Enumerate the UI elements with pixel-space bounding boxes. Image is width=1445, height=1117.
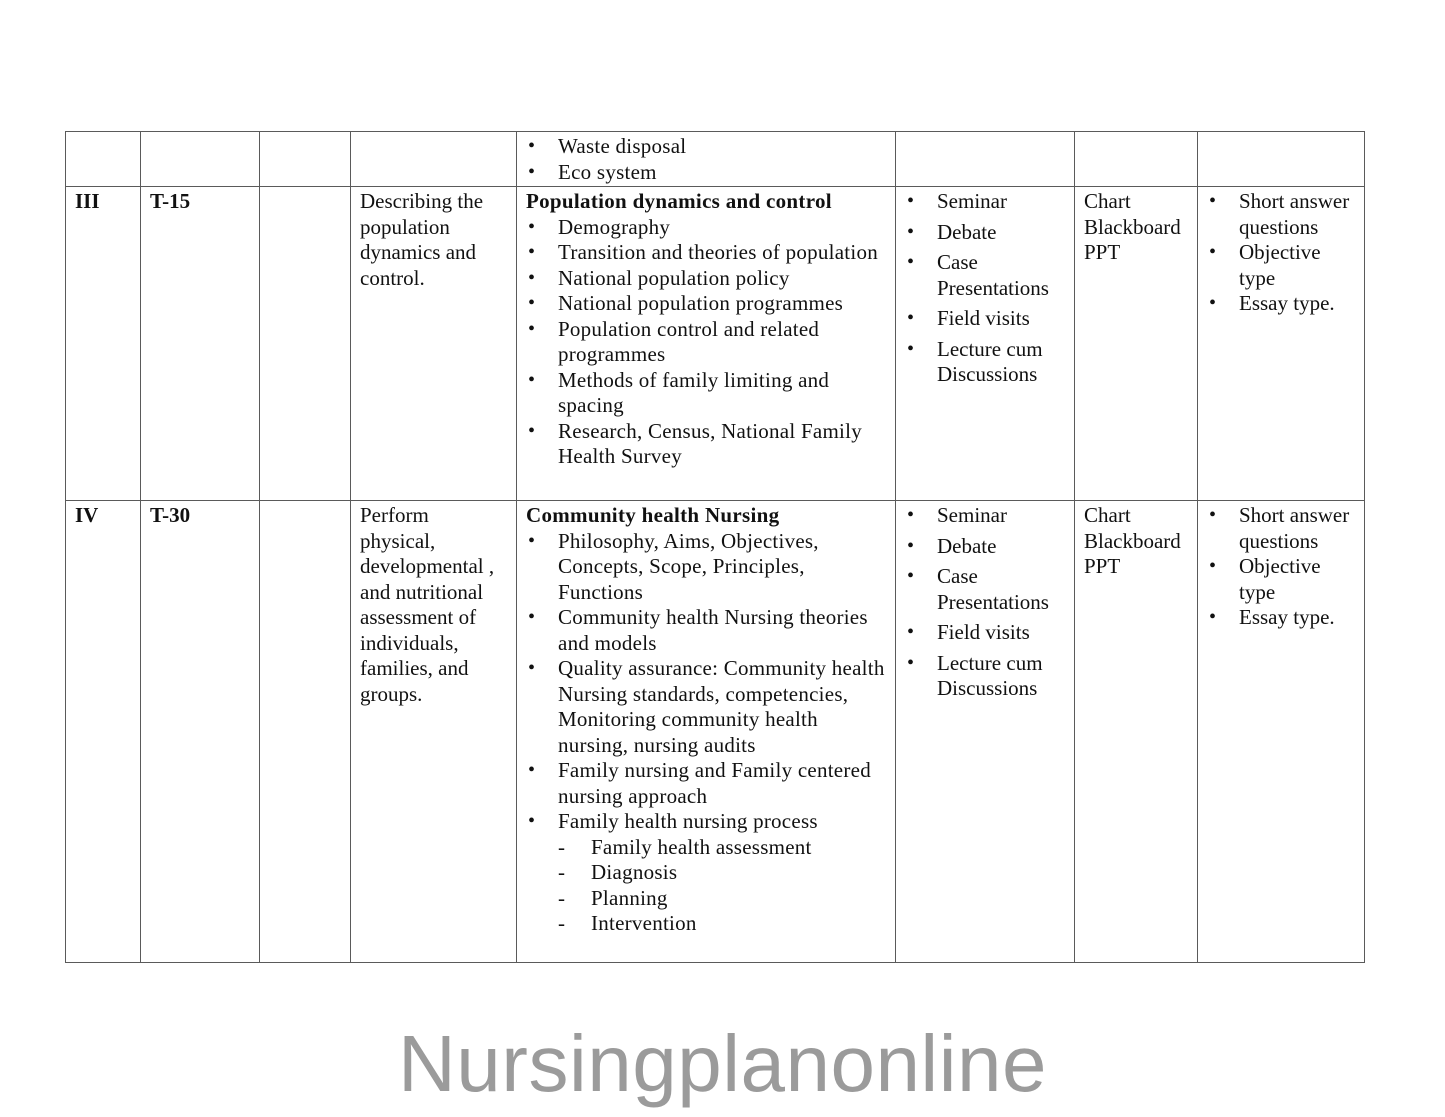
learning-objective: Describing the population dynamics and control. <box>351 187 517 501</box>
methods-cell <box>896 187 1075 501</box>
table-row-unit-iii <box>66 187 1365 501</box>
empty-cell <box>260 187 351 501</box>
table-row-continuation <box>66 132 1365 187</box>
evaluation-cell <box>1198 187 1365 501</box>
method-item: • Lecture cum Discussions <box>937 651 1065 702</box>
aid-item: PPT <box>1084 240 1121 264</box>
list-item: • Methods of family limiting and spacing <box>558 368 886 419</box>
methods-cell <box>896 501 1075 963</box>
list-item: • Demography <box>558 215 886 241</box>
aids-cell <box>1075 501 1198 963</box>
evaluation-item: • Short answer questions <box>1239 503 1355 554</box>
methods-cell <box>896 132 1075 187</box>
aids-cell <box>1075 187 1198 501</box>
evaluation-item: • Objective type <box>1239 554 1355 605</box>
aid-item: Blackboard <box>1084 214 1181 239</box>
evaluation-item: • Essay type. <box>1239 291 1355 317</box>
method-item: • Field visits <box>937 620 1065 646</box>
sub-list-item: - Planning <box>591 886 886 912</box>
method-item: • Field visits <box>937 306 1065 332</box>
list-item: • Research, Census, National Family Health Survey <box>558 419 886 470</box>
content-heading: Community health Nursing <box>526 503 780 527</box>
list-item: • Transition and theories of population <box>558 240 886 266</box>
method-item: • Case Presentations <box>937 250 1065 301</box>
evaluation-cell <box>1198 501 1365 963</box>
list-item: • Family nursing and Family centered nursing approach <box>558 758 886 809</box>
learning-objective: Perform physical, developmental , and nutritional assessment of individuals, families, and groups. <box>351 501 517 963</box>
content-cell <box>517 501 896 963</box>
evaluation-item: • Objective type <box>1239 240 1355 291</box>
watermark-text: Nursingplanonline <box>398 1019 1047 1108</box>
aid-item: PPT <box>1084 554 1121 578</box>
sub-list-item: - Intervention <box>591 911 886 937</box>
time-cell <box>141 132 260 187</box>
aid-item: Chart <box>1084 503 1131 527</box>
list-item <box>558 809 886 937</box>
list-item: • National population policy <box>558 266 886 292</box>
empty-cell <box>260 132 351 187</box>
aid-item: Chart <box>1084 189 1131 213</box>
method-item: • Lecture cum Discussions <box>937 337 1065 388</box>
sub-list-item: - Diagnosis <box>591 860 886 886</box>
empty-cell <box>260 501 351 963</box>
unit-number: III <box>66 187 141 501</box>
content-cell <box>517 187 896 501</box>
list-item: • Quality assurance: Community health Nursing standards, competencies, Monitoring community health nursing, nursing audits <box>558 656 886 758</box>
unit-number: IV <box>66 501 141 963</box>
sub-list <box>558 835 886 937</box>
sub-list-item: - Family health assessment <box>591 835 886 861</box>
evaluation-item: • Short answer questions <box>1239 189 1355 240</box>
list-item: • Eco system <box>558 160 886 186</box>
aids-cell <box>1075 132 1198 187</box>
method-item: • Seminar <box>937 189 1065 215</box>
list-item: • Waste disposal <box>558 134 886 160</box>
list-item: • Community health Nursing theories and models <box>558 605 886 656</box>
unit-cell <box>66 132 141 187</box>
table-row-unit-iv <box>66 501 1365 963</box>
method-item: • Seminar <box>937 503 1065 529</box>
objective-cell <box>351 132 517 187</box>
content-heading: Population dynamics and control <box>526 189 832 213</box>
time-allotment: T-30 <box>141 501 260 963</box>
method-item: • Debate <box>937 220 1065 246</box>
list-item: • National population programmes <box>558 291 886 317</box>
list-item: • Population control and related programmes <box>558 317 886 368</box>
list-item: • Philosophy, Aims, Objectives, Concepts, Scope, Principles, Functions <box>558 529 886 606</box>
aid-item: Blackboard <box>1084 528 1181 553</box>
time-allotment: T-15 <box>141 187 260 501</box>
method-item: • Debate <box>937 534 1065 560</box>
list-item-label: Family health nursing process <box>558 809 818 833</box>
evaluation-item: • Essay type. <box>1239 605 1355 631</box>
evaluation-cell <box>1198 132 1365 187</box>
syllabus-table <box>65 131 1365 963</box>
content-cell <box>517 132 896 187</box>
method-item: • Case Presentations <box>937 564 1065 615</box>
